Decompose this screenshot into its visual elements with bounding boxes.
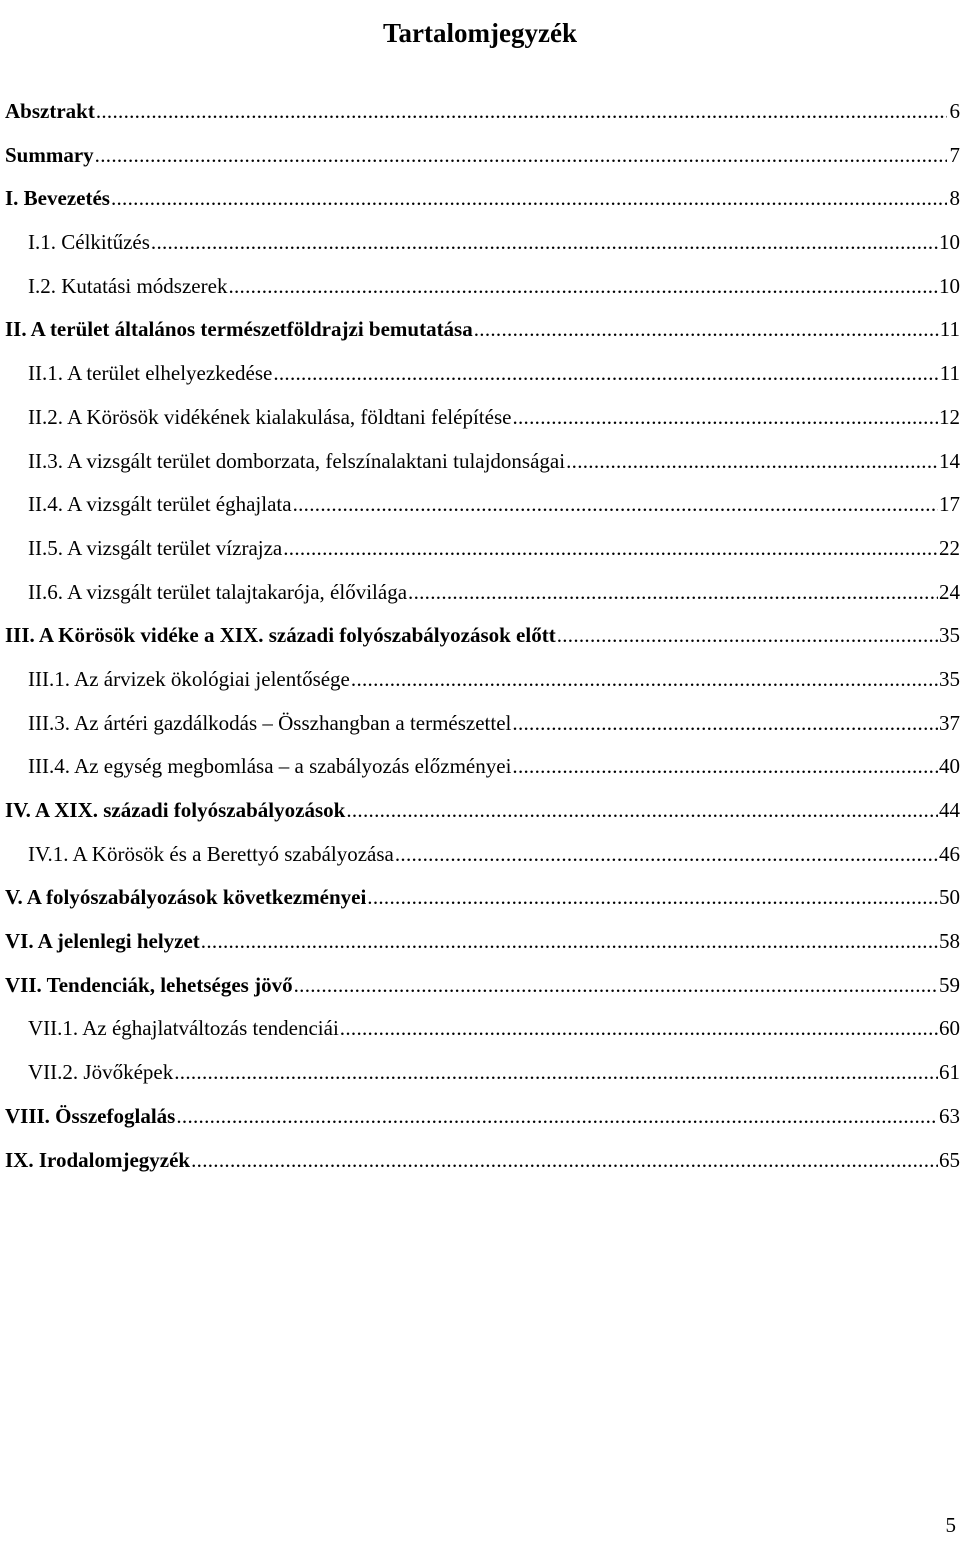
toc-entry[interactable] [5,575,960,619]
toc-dot-leader [395,837,938,871]
toc-entry[interactable] [5,837,960,881]
toc-entry[interactable] [5,706,960,750]
toc-dot-leader [273,356,938,390]
toc-entry-label: V. A folyószabályozások következményei [5,885,367,910]
toc-dot-leader [283,531,938,565]
toc-entry-page: 14 [939,448,960,473]
toc-entry-page: 46 [939,841,960,866]
toc-dot-leader [228,269,938,303]
toc-entry-label: III.1. Az árvizek ökológiai jelentősége [28,666,350,691]
toc-entry-label: I.2. Kutatási módszerek [28,273,228,298]
toc-entry[interactable] [5,94,960,138]
toc-entry[interactable] [5,924,960,968]
toc-entry[interactable] [5,618,960,662]
toc-entry-label: VII. Tendenciák, lehetséges jövő [5,972,293,997]
toc-entry[interactable] [5,400,960,444]
toc-entry-label: IX. Irodalomjegyzék [5,1147,191,1172]
toc-entry-label: IV. A XIX. századi folyószabályozások [5,798,346,822]
toc-entry[interactable] [5,444,960,488]
toc-entry-label: II.1. A terület elhelyezkedése [28,361,273,386]
toc-entry-label: II.2. A Körösök vidékének kialakulása, földtani felépítése [28,404,512,429]
toc-entry[interactable] [5,1055,960,1099]
toc-entry-label: Absztrakt [5,99,95,123]
toc-entry[interactable] [5,269,960,313]
toc-dot-leader [96,94,947,128]
toc-entry[interactable] [5,662,960,706]
toc-entry-page: 60 [939,1016,960,1041]
toc-entry[interactable] [5,138,960,182]
toc-entry-page: 40 [939,754,960,779]
toc-entry-label: II.5. A vizsgált terület vízrajza [28,535,283,560]
toc-entry-label: II.3. A vizsgált terület domborzata, felszínalaktani tulajdonságai [28,448,566,473]
toc-entry[interactable] [5,749,960,793]
toc-entry-label: III.4. Az egység megbomlása – a szabályozás előzményei [28,754,512,779]
toc-entry-label: VII.2. Jövőképek [28,1060,174,1085]
toc-entry-page: 12 [939,404,960,429]
toc-entry[interactable] [5,1011,960,1055]
toc-entry-page: 37 [939,710,960,735]
toc-entry-label: III. A Körösök vidéke a XIX. századi folyószabályozások előtt [5,623,556,648]
toc-entry-page: 44 [939,798,960,822]
toc-entry-page: 58 [939,929,960,954]
toc-dot-leader [367,880,938,914]
table-of-contents [5,94,960,1186]
toc-entry-label: I.1. Célkitűzés [28,230,150,255]
toc-entry[interactable] [5,225,960,269]
toc-entry-label: III.3. Az ártéri gazdálkodás – Összhangban a természettel [28,710,512,735]
toc-entry[interactable] [5,1099,960,1143]
toc-dot-leader [474,312,939,346]
toc-entry-label: VII.1. Az éghajlatváltozás tendenciái [28,1016,339,1041]
toc-dot-leader [294,968,938,1002]
toc-entry-label: Summary [5,142,94,167]
toc-dot-leader [111,181,947,215]
toc-dot-leader [512,400,938,434]
page-title: Tartalomjegyzék [383,18,577,49]
toc-entry[interactable] [5,793,960,837]
toc-dot-leader [191,1143,938,1177]
toc-entry-page: 11 [939,317,960,342]
toc-entry[interactable] [5,181,960,225]
toc-entry-label: II. A terület általános természetföldrajzi bemutatása [5,317,473,342]
toc-entry-label: VIII. Összefoglalás [5,1103,176,1128]
toc-entry[interactable] [5,356,960,400]
toc-entry-page: 10 [939,230,960,255]
toc-dot-leader [174,1055,938,1089]
toc-entry-label: II.6. A vizsgált terület talajtakarója, élővilága [28,579,408,604]
toc-entry-page: 6 [949,99,960,123]
toc-entry-page: 63 [939,1103,960,1128]
toc-dot-leader [176,1099,938,1133]
toc-dot-leader [566,444,938,478]
toc-entry-page: 35 [939,666,960,691]
toc-entry-label: I. Bevezetés [5,186,110,211]
toc-entry-page: 22 [939,535,960,560]
toc-dot-leader [512,706,938,740]
toc-entry-page: 35 [939,623,960,648]
toc-entry[interactable] [5,312,960,356]
toc-dot-leader [201,924,938,958]
toc-entry[interactable] [5,531,960,575]
toc-entry-page: 59 [939,972,960,997]
toc-entry-label: VI. A jelenlegi helyzet [5,929,200,954]
toc-entry-page: 10 [939,273,960,298]
toc-entry-page: 11 [939,361,960,386]
toc-dot-leader [340,1011,938,1045]
toc-entry-page: 17 [939,492,960,517]
toc-entry-page: 24 [939,579,960,604]
toc-dot-leader [95,138,947,172]
toc-entry[interactable] [5,487,960,531]
toc-entry-label: IV.1. A Körösök és a Berettyó szabályozása [28,841,394,866]
toc-entry-page: 65 [939,1147,960,1172]
toc-dot-leader [151,225,938,259]
toc-dot-leader [512,749,938,783]
toc-entry-page: 8 [949,186,960,211]
toc-dot-leader [351,662,938,696]
toc-entry-page: 7 [949,142,960,167]
toc-entry[interactable] [5,1143,960,1187]
toc-dot-leader [293,487,938,521]
toc-dot-leader [408,575,938,609]
toc-entry-page: 61 [939,1060,960,1085]
toc-dot-leader [346,793,938,827]
toc-entry[interactable] [5,968,960,1012]
toc-dot-leader [557,618,938,652]
page-number: 5 [945,1513,956,1537]
toc-entry-page: 50 [939,885,960,910]
toc-entry-label: II.4. A vizsgált terület éghajlata [28,492,292,517]
toc-entry[interactable] [5,880,960,924]
